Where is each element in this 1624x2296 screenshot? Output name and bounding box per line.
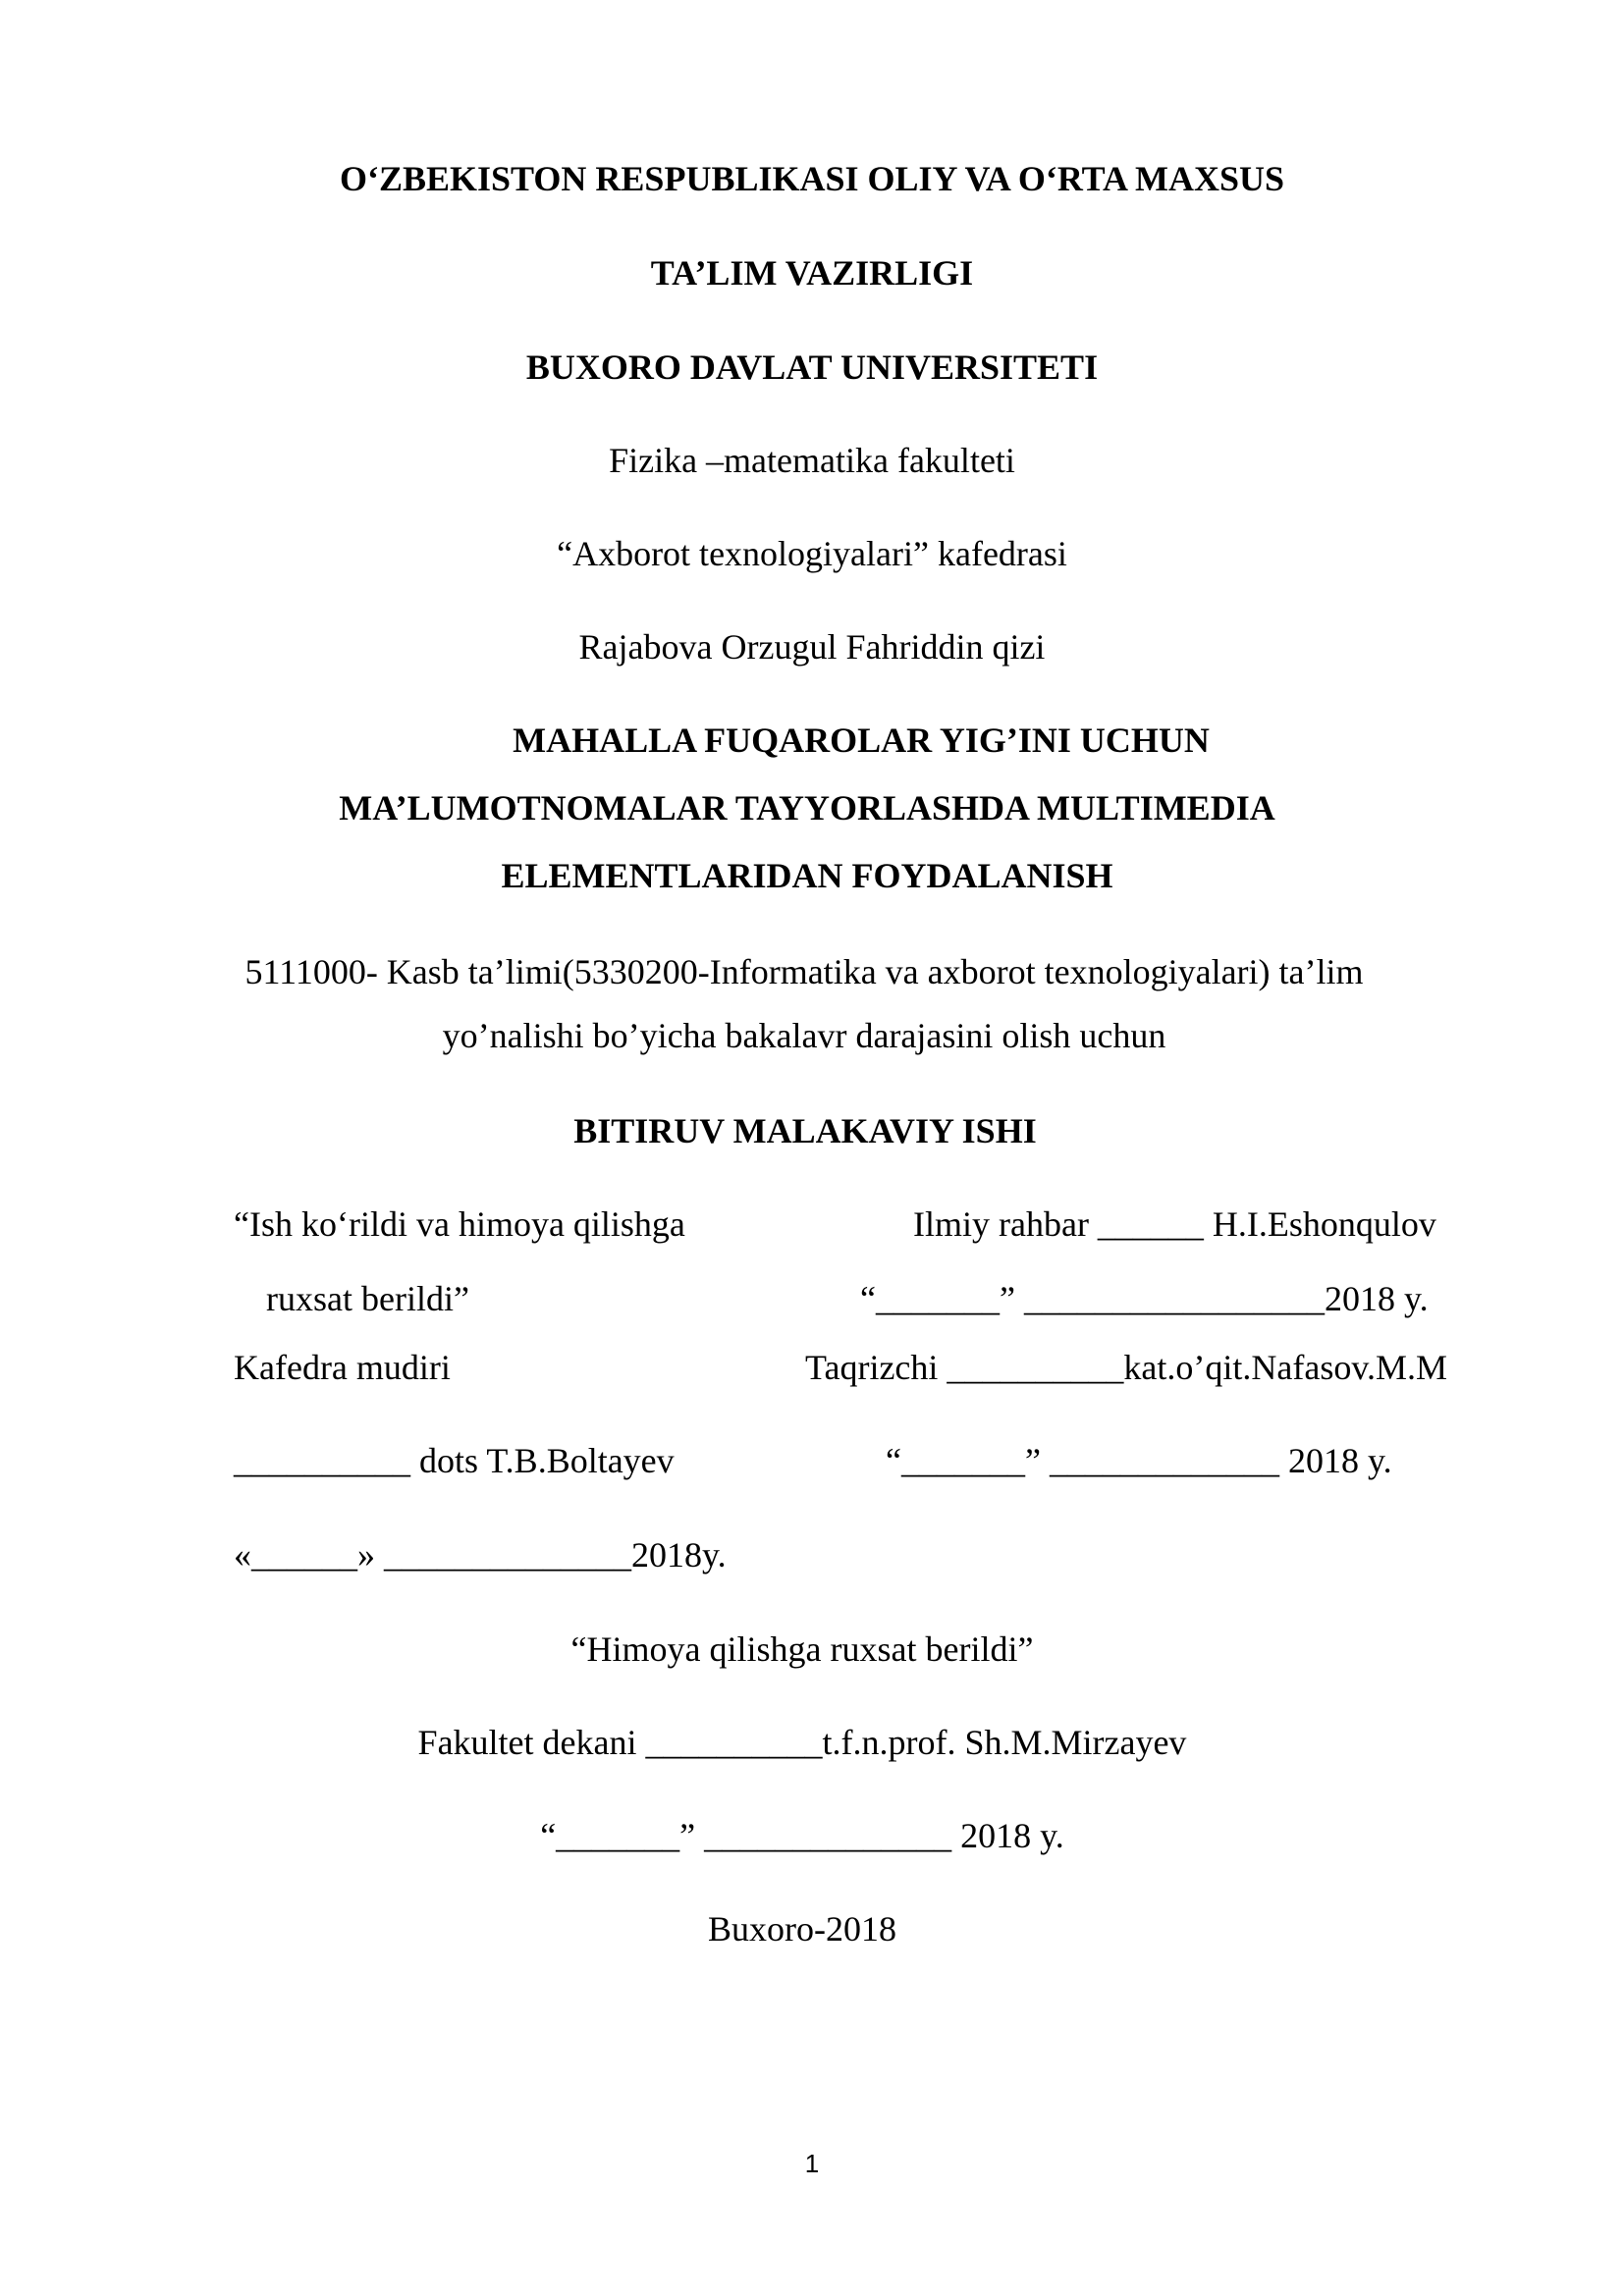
approval-left-line-1: “Ish ko‘rildi va himoya qilishga [234, 1204, 685, 1244]
thesis-title-line-1: MAHALLA FUQAROLAR YIG’INI UCHUN [513, 721, 1210, 760]
ministry-line-1: O‘ZBEKISTON RESPUBLIKASI OLIY VA O‘RTA MAXSUS [340, 159, 1284, 198]
approval-left-line-2: ruxsat berildi” [266, 1279, 469, 1318]
thesis-title-line-2: MA’LUMOTNOMALAR TAYYORLASHDA MULTIMEDIA [339, 788, 1275, 828]
specialty-line-2: yo’nalishi bo’yicha bakalavr darajasini olish uchun [442, 1016, 1166, 1055]
reviewer-line: Taqrizchi __________kat.o’qit.Nafasov.M.M [805, 1348, 1448, 1387]
faculty-name: Fizika –matematika fakulteti [609, 441, 1015, 480]
department-head-date: «______» ______________2018y. [234, 1535, 727, 1575]
specialty-line-1: 5111000- Kasb ta’limi(5330200-Informatika va axborot texnologiyalari) ta’lim [244, 952, 1364, 991]
work-type: BITIRUV MALAKAVIY ISHI [573, 1111, 1037, 1150]
university-name: BUXORO DAVLAT UNIVERSITETI [525, 347, 1099, 387]
dean-line: Fakultet dekani __________t.f.n.prof. Sh.M.Mirzayev [417, 1723, 1187, 1762]
place-year: Buxoro-2018 [708, 1909, 896, 1949]
department-head-signature: __________ dots T.B.Boltayev [234, 1441, 675, 1480]
department-name: “Axborot texnologiyalari” kafedrasi [557, 534, 1067, 573]
supervisor-date: “_______” _________________2018 y. [860, 1279, 1429, 1318]
reviewer-date: “_______” _____________ 2018 y. [886, 1441, 1392, 1480]
department-head-label: Kafedra mudiri [234, 1348, 451, 1387]
thesis-title-line-3: ELEMENTLARIDAN FOYDALANISH [501, 856, 1113, 895]
dean-date: “_______” ______________ 2018 y. [540, 1816, 1064, 1855]
supervisor-line: Ilmiy rahbar ______ H.I.Eshonqulov [913, 1204, 1436, 1244]
author-name: Rajabova Orzugul Fahriddin qizi [578, 627, 1046, 667]
defense-permission: “Himoya qilishga ruxsat berildi” [570, 1629, 1034, 1669]
ministry-line-2: TA’LIM VAZIRLIGI [650, 253, 974, 293]
page-number: 1 [804, 2149, 820, 2178]
